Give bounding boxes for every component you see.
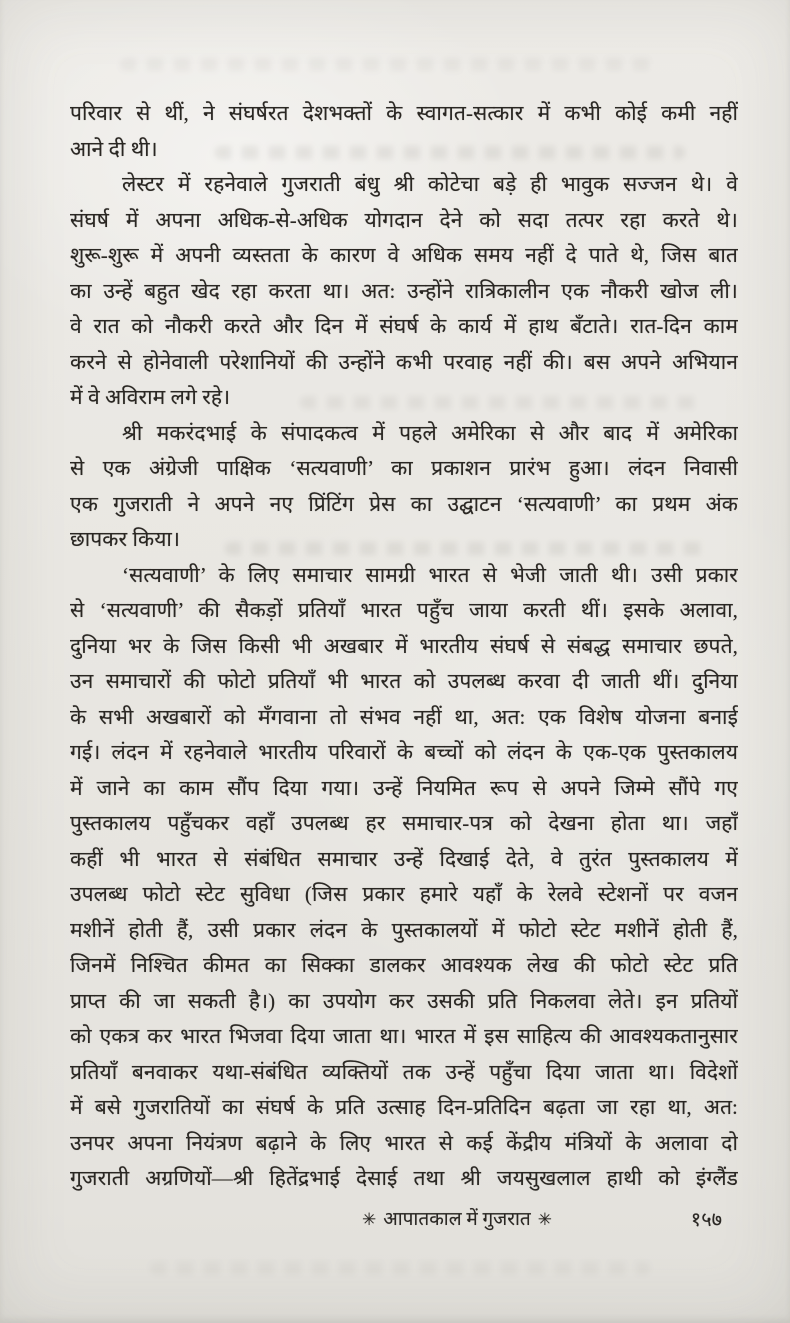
text-line: के सभी अखबारों को मँगवाना तो संभव नहीं था, अत: एक विशेष योजना बनाई <box>70 704 738 729</box>
text-line: जिनमें निश्चित कीमत का सिक्का डालकर आवश्यक लेख की फोटो स्टेट प्रति <box>70 953 738 977</box>
body-text <box>70 96 738 1197</box>
text-line: श्री मकरंदभाई के संपादकत्व में पहले अमेरिका से और बाद में अमेरिका <box>122 420 738 445</box>
text-line: लेस्टर में रहनेवाले गुजराती बंधु श्री कोटेचा बड़े ही भावुक सज्जन थे। वे <box>122 172 738 196</box>
text-line: एक गुजराती ने अपने नए प्रिंटिंग प्रेस का उद्घाटन ‘सत्यवाणी’ का प्रथम अंक <box>70 491 738 516</box>
text-line: दुनिया भर के जिस किसी भी अखबार में भारतीय संघर्ष से संबद्ध समाचार छपते, <box>70 633 738 658</box>
text-line: में वे अविराम लगे रहे। <box>70 385 231 409</box>
text-line: प्राप्त की जा सकती है।) का उपयोग कर उसकी प्रति निकलवा लेते। इन प्रतियों <box>70 988 738 1013</box>
text-line: उपलब्ध फोटो स्टेट सुविधा (जिस प्रकार हमारे यहाँ के रेलवे स्टेशनों पर वजन <box>70 882 738 906</box>
page-footer <box>0 1205 790 1239</box>
print-bleed-artifact <box>120 58 660 71</box>
running-title-text: आपातकाल में गुजरात <box>383 1209 531 1230</box>
text-line: से ‘सत्यवाणी’ की सैकड़ों प्रतियाँ भारत पहुँच जाया करती थीं। इसके अलावा, <box>70 598 738 622</box>
text-line: करने से होनेवाली परेशानियों की उन्होंने कभी परवाह नहीं की। बस अपने अभियान <box>70 349 738 374</box>
text-line: प्रतियाँ बनवाकर यथा-संबंधित व्यक्तियों तक उन्हें पहुँचा दिया जाता था। विदेशों <box>70 1059 738 1084</box>
text-line: आने दी थी। <box>70 136 158 161</box>
text-line: का उन्हें बहुत खेद रहा करता था। अत: उन्होंने रात्रिकालीन एक नौकरी खोज ली। <box>70 278 738 303</box>
text-line: संघर्ष में अपना अधिक-से-अधिक योगदान देने को सदा तत्पर रहा करते थे। <box>70 207 738 232</box>
page-number: १५७ <box>690 1209 722 1231</box>
text-line: मशीनें होती हैं, उसी प्रकार लंदन के पुस्तकालयों में फोटो स्टेट मशीनें होती हैं, <box>70 917 738 942</box>
text-line: से एक अंग्रेजी पाक्षिक ‘सत्यवाणी’ का प्रकाशन प्रारंभ हुआ। लंदन निवासी <box>70 456 738 480</box>
ornament-asterisk-icon: ✳ <box>537 1210 553 1229</box>
text-line: गुजराती अग्रणियों—श्री हितेंद्रभाई देसाई तथा श्री जयसुखलाल हाथी को इंग्लैंड <box>70 1166 738 1190</box>
text-line: ‘सत्यवाणी’ के लिए समाचार सामग्री भारत से भेजी जाती थी। उसी प्रकार <box>122 562 738 587</box>
ornament-asterisk-icon: ✳ <box>361 1210 377 1229</box>
text-line: उनपर अपना नियंत्रण बढ़ाने के लिए भारत से कई केंद्रीय मंत्रियों के अलावा दो <box>70 1130 738 1155</box>
text-line: गई। लंदन में रहनेवाले भारतीय परिवारों के बच्चों को लंदन के एक-एक पुस्तकालय <box>70 740 738 764</box>
text-line: उन समाचारों की फोटो प्रतियाँ भी भारत को उपलब्ध करवा दी जाती थीं। दुनिया <box>70 669 738 693</box>
running-title <box>355 1205 559 1235</box>
text-line: को एकत्र कर भारत भिजवा दिया जाता था। भारत में इस साहित्य की आवश्यकतानुसार <box>70 1024 738 1048</box>
text-line: परिवार से थीं, ने संघर्षरत देशभक्तों के स्वागत-सत्कार में कभी कोई कमी नहीं <box>70 101 738 125</box>
text-line: पुस्तकालय पहुँचकर वहाँ उपलब्ध हर समाचार-पत्र को देखना होता था। जहाँ <box>70 811 738 835</box>
text-line: कहीं भी भारत से संबंधित समाचार उन्हें दिखाई देते, वे तुरंत पुस्तकालय में <box>70 846 738 871</box>
print-bleed-artifact <box>150 1262 650 1275</box>
text-line: शुरू-शुरू में अपनी व्यस्तता के कारण वे अधिक समय नहीं दे पाते थे, जिस बात <box>70 243 738 267</box>
text-line: में जाने का काम सौंप दिया गया। उन्हें नियमित रूप से अपने जिम्मे सौंपे गए <box>70 775 738 800</box>
text-line: छापकर किया। <box>70 527 180 551</box>
text-line: में बसे गुजरातियों का संघर्ष के प्रति उत्साह दिन-प्रतिदिन बढ़ता जा रहा था, अत: <box>70 1095 738 1119</box>
text-line: वे रात को नौकरी करते और दिन में संघर्ष के कार्य में हाथ बँटाते। रात-दिन काम <box>70 314 738 338</box>
